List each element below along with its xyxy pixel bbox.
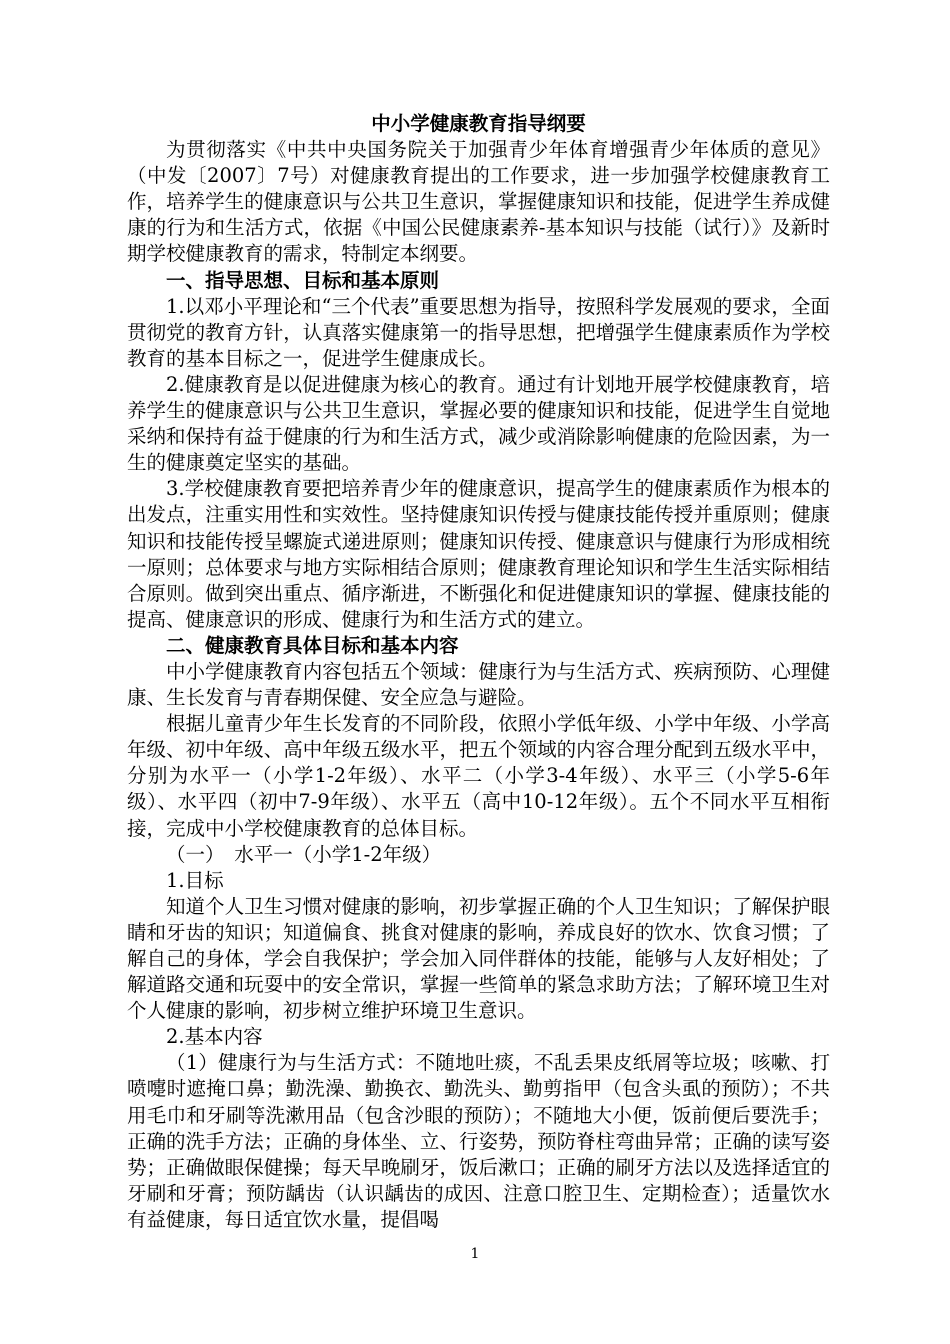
principle-paragraph-2: 2.健康教育是以促进健康为核心的教育。通过有计划地开展学校健康教育，培养学生的健康意识与公共卫生意识，掌握必要的健康知识和技能，促进学生自觉地采纳和保持有益于健康的行为和生活方式，减少或消除影响健康的危险因素，为一生的健康奠定坚实的基础。 (127, 372, 830, 475)
principle-paragraph-1: 1.以邓小平理论和“三个代表”重要思想为指导，按照科学发展观的要求，全面贯彻党的教育方针，认真落实健康第一的指导思想，把增强学生健康素质作为学校教育的基本目标之一，促进学生健康成长。 (127, 294, 830, 370)
basic-content-heading: 2.基本内容 (166, 1025, 263, 1049)
document-body (127, 111, 830, 1233)
health-behavior-paragraph: （1）健康行为与生活方式：不随地吐痰，不乱丢果皮纸屑等垃圾；咳嗽、打喷嚏时遮掩口鼻；勤洗澡、勤换衣、勤洗头、勤剪指甲（包含头虱的预防）；不共用毛巾和牙刷等洗漱用品（包含沙眼的预防）；不随地大小便，饭前便后要洗手；正确的洗手方法；正确的身体坐、立、行姿势，预防脊柱弯曲异常；正确的读写姿势；正确做眼保健操；每天早晚刷牙，饭后漱口；正确的刷牙方法以及选择适宜的牙刷和牙膏；预防龋齿（认识龋齿的成因、注意口腔卫生、定期检查）；适量饮水有益健康，每日适宜饮水量，提倡喝 (127, 1051, 830, 1231)
goal-heading: 1.目标 (166, 868, 224, 892)
document-title: 中小学健康教育指导纲要 (371, 112, 586, 135)
section-heading-2: 二、健康教育具体目标和基本内容 (166, 633, 459, 657)
section-heading-1: 一、指导思想、目标和基本原则 (166, 268, 440, 292)
intro-paragraph: 为贯彻落实《中共中央国务院关于加强青少年体育增强青少年体质的意见》（中发〔2007〕7号）对健康教育提出的工作要求，进一步加强学校健康教育工作，培养学生的健康意识与公共卫生意识，掌握健康知识和技能，促进学生养成健康的行为和生活方式，依据《中国公民健康素养-基本知识与技能（试行）》及新时期学校健康教育的需求，特制定本纲要。 (127, 138, 830, 266)
goal-paragraph: 知道个人卫生习惯对健康的影响，初步掌握正确的个人卫生知识；了解保护眼睛和牙齿的知识；知道偏食、挑食对健康的影响，养成良好的饮水、饮食习惯；了解自己的身体，学会自我保护；学会加入同伴群体的技能，能够与人友好相处；了解道路交通和玩耍中的安全常识，掌握一些简单的紧急求助方法；了解环境卫生对个人健康的影响，初步树立维护环境卫生意识。 (127, 894, 830, 1023)
level-one-heading: （一） 水平一（小学1-2年级） (166, 842, 442, 866)
principle-paragraph-3: 3.学校健康教育要把培养青少年的健康意识，提高学生的健康素质作为根本的出发点，注重实用性和实效性。坚持健康知识传授与健康技能传授并重原则；健康知识和技能传授呈螺旋式递进原则；健康知识传授、健康意识与健康行为形成相统一原则；总体要求与地方实际相结合原则；健康教育理论知识和学生生活实际相结合原则。做到突出重点、循序渐进，不断强化和促进健康知识的掌握、健康技能的提高、健康意识的形成、健康行为和生活方式的建立。 (127, 477, 830, 631)
page-number: 1 (470, 1246, 480, 1262)
levels-paragraph: 根据儿童青少年生长发育的不同阶段，依照小学低年级、小学中年级、小学高年级、初中年级、高中年级五级水平，把五个领域的内容合理分配到五级水平中，分别为水平一（小学1-2年级）、水平二（小学3-4年级）、水平三（小学5-6年级）、水平四（初中7-9年级）、水平五（高中10-12年级）。五个不同水平互相衔接，完成中小学校健康教育的总体目标。 (127, 712, 830, 840)
content-domains-paragraph: 中小学健康教育内容包括五个领域：健康行为与生活方式、疾病预防、心理健康、生长发育与青春期保健、安全应急与避险。 (127, 659, 830, 710)
